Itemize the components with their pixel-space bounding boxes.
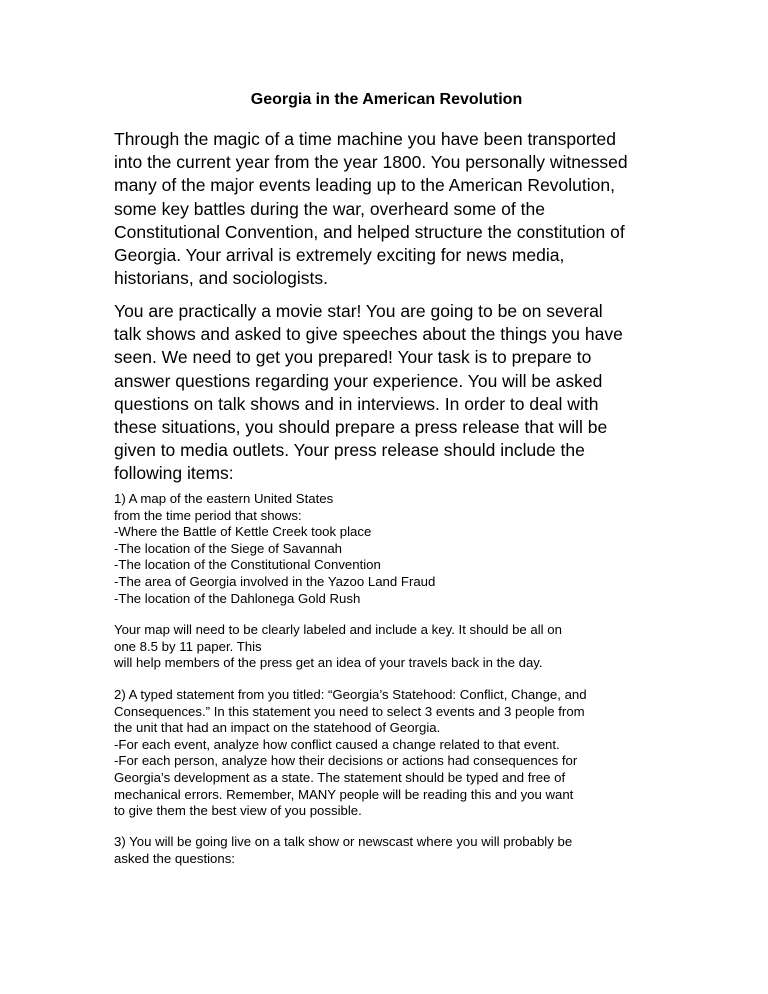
- task-line: these situations, you should prepare a press release that will be: [114, 417, 608, 438]
- task-line: given to media outlets. Your press release should include the: [114, 440, 585, 461]
- task-line: seen. We need to get you prepared! Your task is to prepare to: [114, 347, 592, 368]
- item-2-line: -For each event, analyze how conflict caused a change related to that event.: [114, 736, 560, 752]
- task-line: following items:: [114, 463, 234, 484]
- task-paragraph: [114, 300, 674, 486]
- item-2-line: 2) A typed statement from you titled: “Georgia’s Statehood: Conflict, Change, and: [114, 687, 587, 702]
- item-3-line: 3) You will be going live on a talk show or newscast where you will probably be: [114, 834, 573, 849]
- item-1-line: -The location of the Constitutional Convention: [114, 557, 381, 573]
- item-3-line: asked the questions:: [114, 850, 235, 866]
- intro-line: Through the magic of a time machine you have been transported: [114, 129, 616, 149]
- item-1-line: -The location of the Dahlonega Gold Rush: [114, 590, 361, 606]
- item-1-line: 1) A map of the eastern United States: [114, 491, 334, 506]
- item-1-map-requirements: [114, 491, 674, 607]
- intro-line: Georgia. Your arrival is extremely exciting for news media,: [114, 245, 565, 266]
- item-2-line: mechanical errors. Remember, MANY people will be reading this and you want: [114, 786, 574, 802]
- item-1-note-line: one 8.5 by 11 paper. This: [114, 638, 262, 654]
- intro-line: into the current year from the year 1800. You personally witnessed: [114, 152, 628, 173]
- item-3-talk-show: [114, 834, 674, 867]
- document-title: Georgia in the American Revolution: [250, 91, 523, 108]
- item-1-note: [114, 622, 674, 672]
- task-line: answer questions regarding your experience. You will be asked: [114, 370, 603, 391]
- intro-line: some key battles during the war, overheard some of the: [114, 198, 545, 219]
- item-1-note-line: will help members of the press get an idea of your travels back in the day.: [114, 655, 543, 671]
- item-2-line: Georgia’s development as a state. The statement should be typed and free of: [114, 769, 566, 785]
- item-1-line: from the time period that shows:: [114, 507, 302, 523]
- intro-paragraph: [114, 128, 674, 290]
- intro-line: Constitutional Convention, and helped structure the constitution of: [114, 221, 625, 242]
- item-2-statement-requirements: [114, 687, 674, 820]
- item-1-line: -The location of the Siege of Savannah: [114, 540, 343, 556]
- item-1-line: -Where the Battle of Kettle Creek took place: [114, 524, 372, 540]
- task-line: questions on talk shows and in interviews. In order to deal with: [114, 393, 599, 414]
- item-2-line: to give them the best view of you possible.: [114, 803, 362, 819]
- intro-line: historians, and sociologists.: [114, 268, 328, 289]
- intro-line: many of the major events leading up to the American Revolution,: [114, 175, 615, 196]
- task-line: You are practically a movie star! You are going to be on several: [114, 301, 603, 321]
- task-line: talk shows and asked to give speeches about the things you have: [114, 324, 623, 345]
- item-2-line: Consequences.” In this statement you need to select 3 events and 3 people from: [114, 703, 585, 719]
- item-2-line: -For each person, analyze how their decisions or actions had consequences for: [114, 753, 578, 769]
- item-1-note-line: Your map will need to be clearly labeled and include a key. It should be all on: [114, 622, 562, 637]
- item-1-line: -The area of Georgia involved in the Yazoo Land Fraud: [114, 573, 436, 589]
- item-2-line: the unit that had an impact on the statehood of Georgia.: [114, 720, 441, 736]
